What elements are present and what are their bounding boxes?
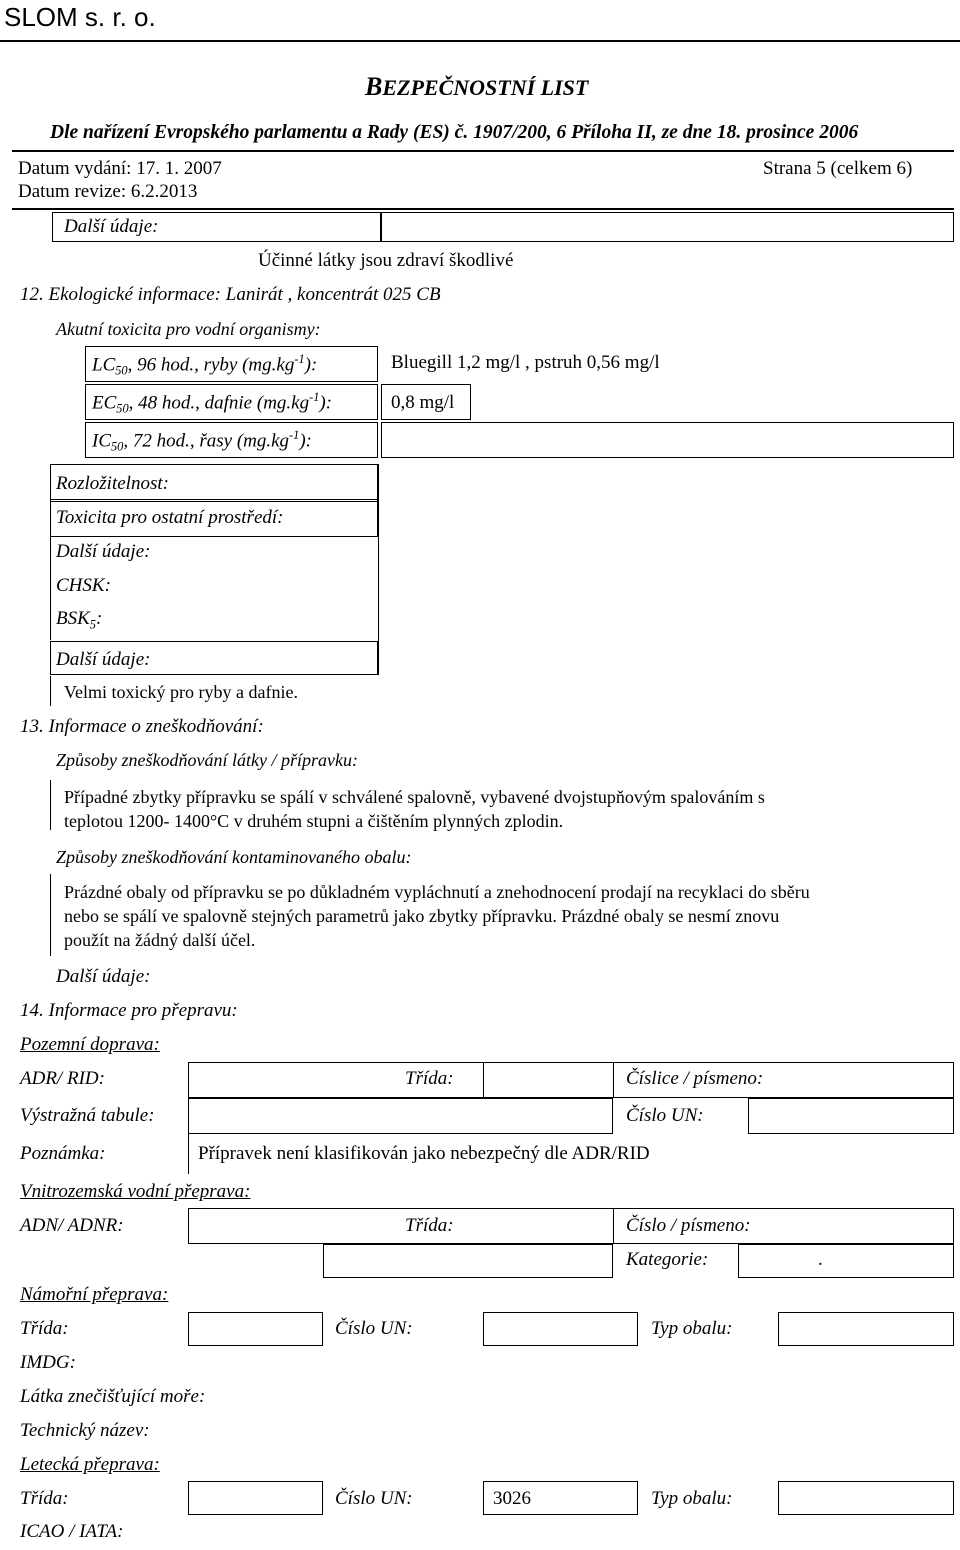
- substance-disposal-label: Způsoby zneškodňování látky / přípravku:: [56, 750, 358, 770]
- further-info-label-4: Další údaje:: [56, 966, 151, 987]
- warning-plate-label: Výstražná tabule:: [20, 1105, 155, 1126]
- packaging-disposal-rule: [50, 874, 51, 956]
- further-info-value-box: [381, 212, 954, 242]
- number-letter-label: Číslo / písmeno:: [626, 1215, 751, 1236]
- sea-class-box: [188, 1312, 323, 1346]
- category-label: Kategorie:: [626, 1249, 709, 1270]
- sea-pack-box: [778, 1312, 954, 1346]
- packaging-disposal-label: Způsoby zneškodňování kontaminovaného obalu:: [56, 847, 412, 867]
- adn-row-box: [188, 1208, 954, 1244]
- note-value: Přípravek není klasifikován jako nebezpečný dle ADR/RID: [198, 1143, 650, 1164]
- section-12-left-rule: [50, 464, 51, 640]
- substance-disposal-rule: [50, 780, 51, 830]
- packaging-disposal-text-2: nebo se spálí ve spalovně stejných parametrů jako zbytky přípravku. Prázdné obaly se nesmí znovu: [64, 906, 780, 926]
- class-label-2: Třída:: [405, 1215, 454, 1236]
- further-info-label: Další údaje:: [64, 216, 159, 237]
- class-label-1: Třída:: [405, 1068, 454, 1089]
- adr-row-divider-1: [483, 1062, 484, 1098]
- header-rule: [0, 40, 960, 42]
- acute-toxicity-label: Akutní toxicita pro vodní organismy:: [56, 319, 321, 339]
- category-row-box: [323, 1244, 613, 1278]
- issue-date: Datum vydání: 17. 1. 2007: [18, 158, 222, 179]
- adr-row-box: [188, 1062, 954, 1098]
- adr-row-divider-2: [613, 1062, 614, 1098]
- substance-disposal-text-2: teplotou 1200- 1400°C v druhém stupni a čištěním plynných zplodin.: [64, 811, 564, 831]
- further-info-value: Účinné látky jsou zdraví škodlivé: [258, 250, 514, 271]
- category-value: .: [818, 1249, 823, 1270]
- section-13-title: 13. Informace o zneškodňování:: [20, 716, 264, 737]
- un-number-label-3: Číslo UN:: [335, 1488, 413, 1509]
- technical-name-label: Technický název:: [20, 1420, 150, 1441]
- bsk5-label: $BSK_5$:: [56, 608, 103, 632]
- chsk-label: CHSK:: [56, 575, 111, 596]
- note-label: Poznámka:: [20, 1143, 106, 1164]
- ic50-value-box: [381, 422, 954, 458]
- document-title: BEZPEČNOSTNÍ LIST: [365, 72, 589, 101]
- ic50-label: $IC_{50}$, 72 hod., řasy $(mg.kg^{-1})$:: [92, 428, 312, 454]
- air-pack-box: [778, 1481, 954, 1515]
- ec50-label: $EC_{50}$, 48 hod., dafnie $(mg.kg^{-1})$:: [92, 390, 333, 416]
- inland-water-transport-label: Vnitrozemská vodní přeprava:: [20, 1181, 251, 1202]
- page-info: Strana 5 (celkem 6): [763, 158, 913, 179]
- sea-transport-label: Námořní přeprava:: [20, 1284, 169, 1305]
- lc50-value: Bluegill 1,2 mg/l , pstruh 0,56 mg/l: [391, 352, 660, 373]
- adn-adnr-label: ADN/ ADNR:: [20, 1215, 124, 1236]
- warning-plate-box: [188, 1098, 613, 1134]
- class-label-3: Třída:: [20, 1318, 69, 1339]
- un-number-box-1: [748, 1098, 954, 1134]
- regulation-text: Dle nařízení Evropského parlamentu a Rady (ES) č. 1907/200, 6 Příloha II, ze dne 18. prosince 2006: [50, 122, 859, 143]
- note-rule: [188, 1134, 189, 1174]
- packaging-disposal-text-1: Prázdné obaly od přípravku se po důkladném vypláchnutí a znehodnocení prodají na recyklaci do sběru: [64, 882, 810, 902]
- further-info-value-3: Velmi toxický pro ryby a dafnie.: [64, 682, 298, 702]
- pack-type-label-1: Typ obalu:: [651, 1318, 733, 1339]
- substance-disposal-text-1: Případné zbytky přípravku se spálí v schválené spalovně, vybavené dvojstupňovým spalováním s: [64, 787, 765, 807]
- category-value-box: [738, 1244, 954, 1278]
- un-number-label-2: Číslo UN:: [335, 1318, 413, 1339]
- icao-iata-label: ICAO / IATA:: [20, 1521, 124, 1542]
- lc50-label: $LC_{50}$, 96 hod., ryby $(mg.kg^{-1})$:: [92, 352, 318, 378]
- adr-rid-label: ADR/ RID:: [20, 1068, 105, 1089]
- further-info-value-rule: [50, 676, 51, 706]
- digit-letter-label: Číslice / písmeno:: [626, 1068, 764, 1089]
- un-number-label-1: Číslo UN:: [626, 1105, 704, 1126]
- further-info-label-3: Další údaje:: [56, 649, 151, 670]
- un-number-value: 3026: [493, 1488, 531, 1509]
- marine-pollutant-label: Látka znečišťující moře:: [20, 1386, 206, 1407]
- header-bottom-rule: [12, 208, 954, 210]
- section-12-title: 12. Ekologické informace: Lanirát , koncentrát 025 CB: [20, 284, 441, 305]
- sea-un-box: [483, 1312, 638, 1346]
- ec50-value: 0,8 mg/l: [391, 392, 455, 413]
- other-toxicity-label: Toxicita pro ostatní prostředí:: [56, 507, 284, 528]
- class-label-4: Třída:: [20, 1488, 69, 1509]
- air-class-box: [188, 1481, 323, 1515]
- imdg-label: IMDG:: [20, 1352, 76, 1373]
- regulation-rule: [12, 150, 954, 152]
- company-name: SLOM s. r. o.: [4, 2, 156, 32]
- packaging-disposal-text-3: použít na žádný další účel.: [64, 930, 256, 950]
- further-info-label-2: Další údaje:: [56, 541, 151, 562]
- pack-type-label-2: Typ obalu:: [651, 1488, 733, 1509]
- adn-row-divider-1: [613, 1208, 614, 1244]
- revision-date: Datum revize: 6.2.2013: [18, 181, 198, 202]
- degradability-label: Rozložitelnost:: [56, 473, 169, 494]
- section-14-title: 14. Informace pro přepravu:: [20, 1000, 238, 1021]
- section-12-right-rule: [378, 464, 379, 675]
- road-transport-label: Pozemní doprava:: [20, 1034, 160, 1055]
- air-transport-label: Letecká přeprava:: [20, 1454, 160, 1475]
